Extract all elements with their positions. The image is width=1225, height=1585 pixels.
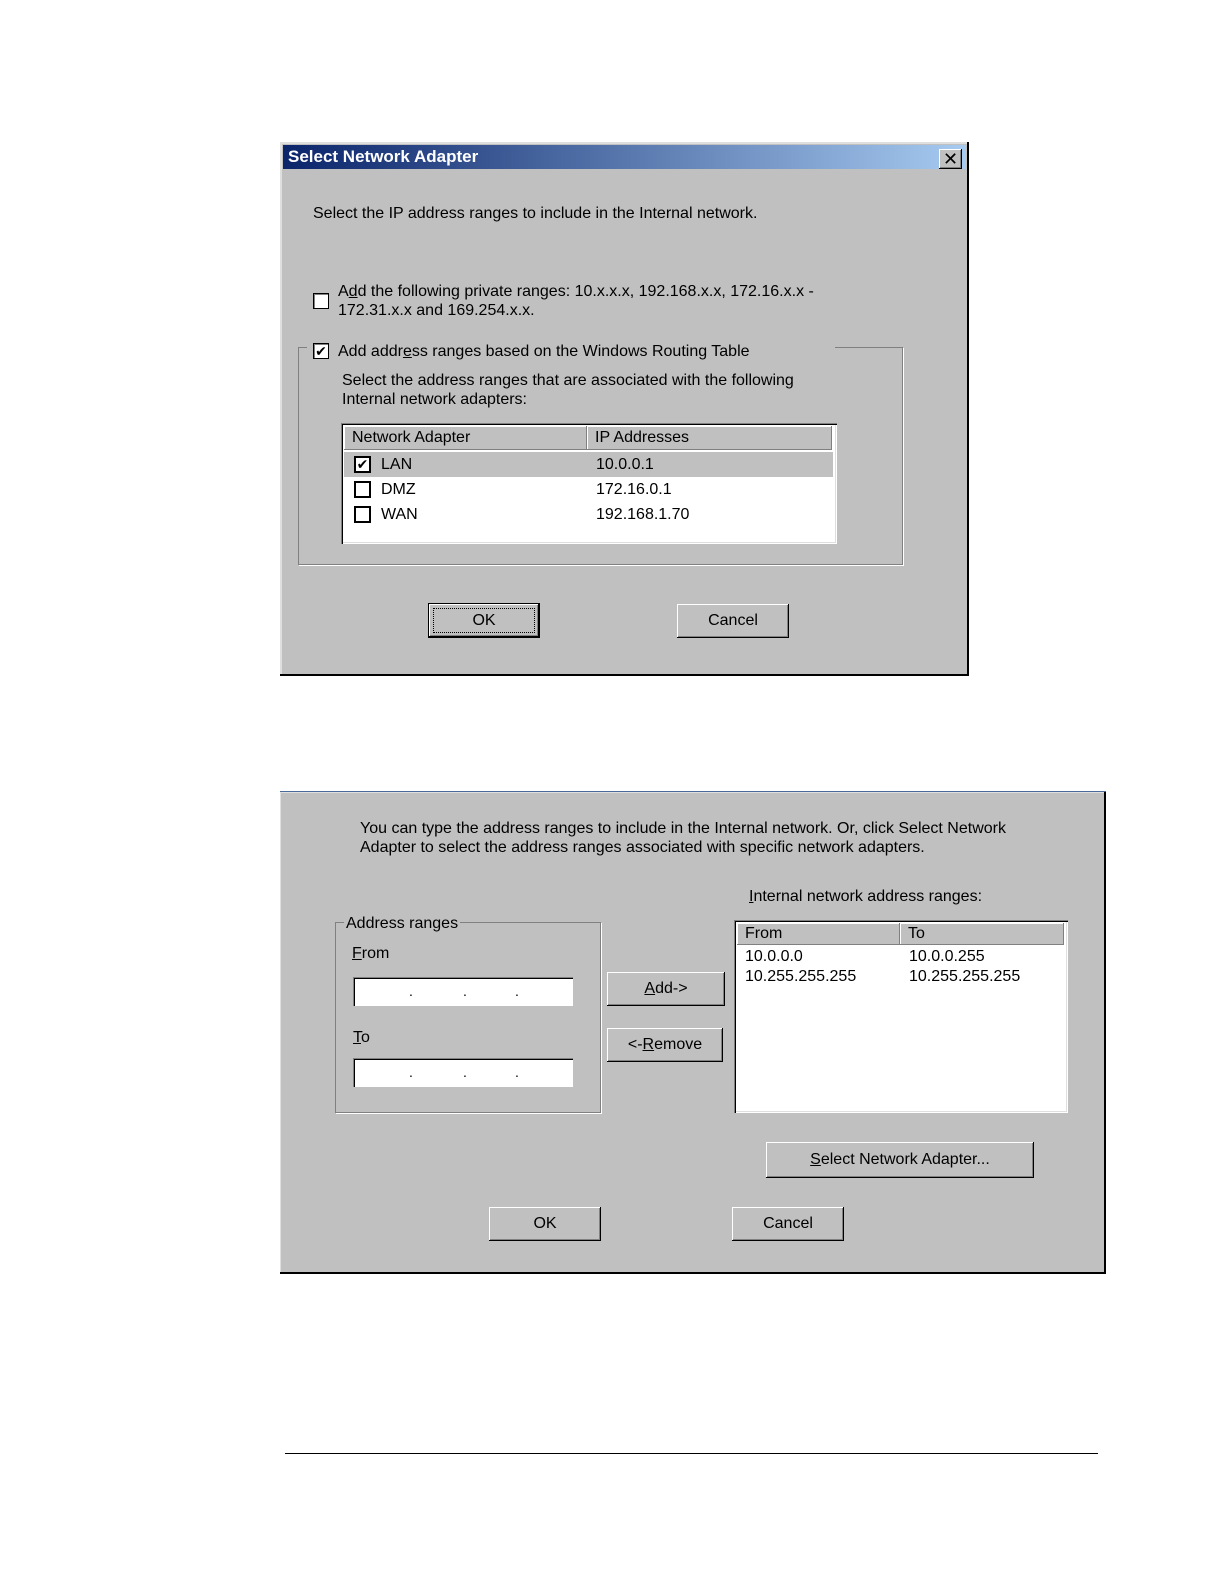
dialog-title: Select Network Adapter [288,147,479,166]
instruction-text: Select the IP address ranges to include in the Internal network. [313,205,758,222]
routing-desc-line2: Internal network adapters: [342,391,527,408]
ok-button[interactable]: OK [428,603,540,638]
adapter-name: LAN [381,456,413,473]
address-ranges-group-title: Address ranges [346,915,459,932]
ok-button[interactable]: OK [489,1207,601,1241]
adapter-checkbox-dmz[interactable] [354,481,371,498]
select-network-adapter-button[interactable]: Select Network Adapter... [766,1142,1034,1178]
adapter-name: WAN [381,506,418,523]
column-header-ip-addresses[interactable]: IP Addresses [587,426,832,450]
page-footer-rule [285,1453,1098,1454]
adapter-ip: 172.16.0.1 [596,481,672,498]
private-ranges-checkbox[interactable] [313,293,329,309]
to-ip-input[interactable]: . . . [353,1058,573,1087]
private-ranges-label-line1[interactable]: Add the following private ranges: 10.x.x.x, 192.168.x.x, 172.16.x.x - [338,283,814,300]
adapter-ip: 10.0.0.1 [596,456,654,473]
column-header-from[interactable]: From [737,923,900,945]
close-icon[interactable]: ✕ [939,149,962,169]
internal-network-ranges-dialog [280,791,1106,1274]
routing-table-label[interactable]: Add address ranges based on the Windows Routing Table [338,343,750,360]
adapter-checkbox-wan[interactable] [354,506,371,523]
adapter-name: DMZ [381,481,416,498]
table-row[interactable] [344,452,833,477]
range-to: 10.255.255.255 [909,968,1021,985]
select-network-adapter-dialog [280,142,969,676]
table-row[interactable] [344,502,833,527]
column-header-to[interactable]: To [900,923,1064,945]
title-bar[interactable] [283,145,966,169]
cancel-button[interactable]: Cancel [732,1207,844,1241]
adapters-list[interactable] [341,423,837,544]
column-header-network-adapter[interactable]: Network Adapter [344,426,587,450]
private-ranges-label-line2: 172.31.x.x and 169.254.x.x. [338,302,535,319]
cancel-button[interactable]: Cancel [677,604,789,638]
table-row[interactable] [737,946,1064,966]
remove-button[interactable]: <-Remove [607,1028,723,1062]
adapter-ip: 192.168.1.70 [596,506,690,523]
table-row[interactable] [344,477,833,502]
range-from: 10.255.255.255 [745,968,857,985]
routing-table-checkbox[interactable]: ✔ [313,343,329,359]
range-to: 10.0.0.255 [909,948,985,965]
from-label: From [352,945,390,962]
internal-ranges-label: Internal network address ranges: [749,888,983,905]
internal-ranges-list[interactable] [734,920,1068,1113]
routing-desc-line1: Select the address ranges that are associated with the following [342,372,794,389]
to-label: To [353,1029,370,1046]
range-from: 10.0.0.0 [745,948,803,965]
instruction-line1: You can type the address ranges to include in the Internal network. Or, click Select Network [360,820,1006,837]
from-ip-input[interactable]: . . . [353,977,573,1006]
adapter-checkbox-lan[interactable]: ✔ [354,456,371,473]
table-row[interactable] [737,966,1064,986]
instruction-line2: Adapter to select the address ranges associated with specific network adapters. [360,839,925,856]
add-button[interactable]: Add-> [607,972,725,1006]
